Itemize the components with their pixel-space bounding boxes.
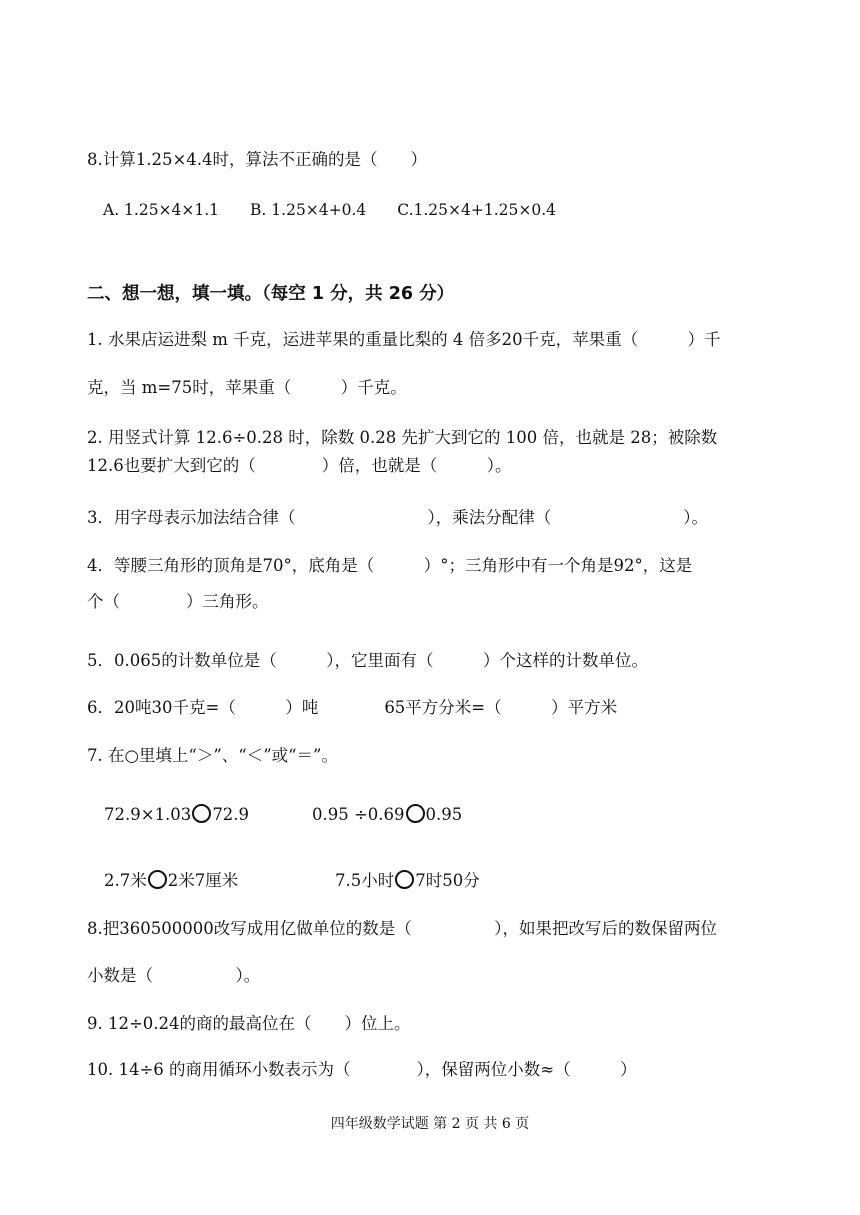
compare-left: 2.7米 bbox=[104, 871, 147, 890]
compare-item-4 bbox=[335, 867, 480, 891]
mc-question-8-options: A. 1.25×4×1.1 B. 1.25×4+0.4 C.1.25×4+1.25×0.4 bbox=[103, 201, 557, 219]
compare-item-1 bbox=[104, 804, 249, 824]
compare-circle[interactable] bbox=[395, 870, 414, 889]
compare-right: 0.95 bbox=[425, 805, 463, 824]
compare-right: 2米7厘米 bbox=[167, 871, 239, 890]
q4-line2: 个（ ）三角形。 bbox=[87, 592, 269, 611]
q6-line: 6．20吨30千克=（ ）吨 65平方分米=（ ）平方米 bbox=[87, 698, 618, 717]
q4-line1: 4．等腰三角形的顶角是70°，底角是（ ）°；三角形中有一个角是92°，这是 bbox=[87, 556, 693, 575]
q1-line1: 1. 水果店运进梨 m 千克，运进苹果的重量比梨的 4 倍多20千克，苹果重（ ）千 bbox=[87, 330, 721, 349]
q2-line2: 12.6也要扩大到它的（ ）倍，也就是（ ）。 bbox=[87, 456, 512, 475]
compare-right: 7时50分 bbox=[415, 871, 480, 890]
compare-item-3 bbox=[104, 867, 238, 891]
q2-line1: 2. 用竖式计算 12.6÷0.28 时，除数 0.28 先扩大到它的 100 倍，也就是 28；被除数 bbox=[87, 428, 718, 447]
section-heading: 二、想一想，填一填。（每空 1 分，共 26 分） bbox=[87, 284, 455, 304]
compare-circle[interactable] bbox=[406, 804, 425, 823]
compare-item-2 bbox=[312, 804, 462, 824]
q1-line2: 克，当 m=75时，苹果重（ ）千克。 bbox=[87, 378, 407, 397]
q8-line1: 8.把360500000改写成用亿做单位的数是（ ），如果把改写后的数保留两位 bbox=[87, 919, 717, 938]
compare-circle[interactable] bbox=[148, 870, 167, 889]
q7-line: 7. 在○里填上“＞”、“＜”或“＝”。 bbox=[87, 746, 338, 765]
page-footer: 四年级数学试题 第 2 页 共 6 页 bbox=[330, 1116, 530, 1132]
q5-line: 5．0.065的计数单位是（ ），它里面有（ ）个这样的计数单位。 bbox=[87, 651, 648, 670]
compare-circle[interactable] bbox=[192, 804, 211, 823]
q3-line: 3．用字母表示加法结合律（ ），乘法分配律（ ）。 bbox=[87, 508, 708, 527]
compare-right: 72.9 bbox=[212, 805, 250, 824]
q9-line: 9. 12÷0.24的商的最高位在（ ）位上。 bbox=[87, 1014, 411, 1033]
q10-line: 10. 14÷6 的商用循环小数表示为（ ），保留两位小数≈（ ） bbox=[87, 1060, 637, 1079]
compare-left: 7.5小时 bbox=[335, 871, 395, 890]
compare-left: 0.95 ÷0.69 bbox=[312, 805, 405, 824]
mc-question-8: 8.计算1.25×4.4时，算法不正确的是（ ） bbox=[87, 150, 428, 169]
compare-left: 72.9×1.03 bbox=[104, 805, 192, 824]
q8-line2: 小数是（ ）。 bbox=[87, 966, 261, 985]
